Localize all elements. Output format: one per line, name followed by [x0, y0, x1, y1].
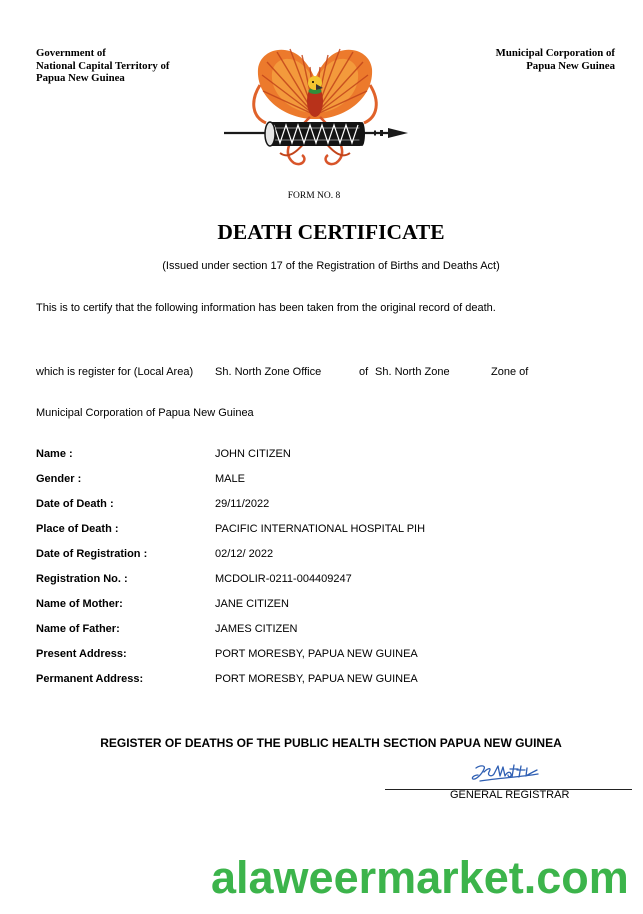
record-fields: [36, 442, 576, 692]
place-of-death-row: [36, 517, 576, 542]
issuer-right-line-1: Municipal Corporation of: [495, 47, 615, 59]
mother-name-value: JANE CITIZEN: [215, 598, 289, 610]
mother-name-row: [36, 592, 576, 617]
name-label: Name :: [36, 448, 73, 460]
date-of-death-row: [36, 492, 576, 517]
issuer-left-line-3: Papua New Guinea: [36, 72, 125, 84]
present-address-value: PORT MORESBY, PAPUA NEW GUINEA: [215, 648, 418, 660]
local-area-of: of: [359, 366, 369, 378]
name-value: JOHN CITIZEN: [215, 448, 291, 460]
present-address-row: [36, 642, 576, 667]
gender-value: MALE: [215, 473, 245, 485]
place-of-death-value: PACIFIC INTERNATIONAL HOSPITAL PIH: [215, 523, 426, 535]
date-of-death-label: Date of Death :: [36, 498, 114, 510]
permanent-address-label: Permanent Address:: [36, 673, 144, 685]
date-of-registration-label: Date of Registration :: [36, 548, 148, 560]
certificate-title: DEATH CERTIFICATE: [217, 220, 445, 244]
issued-under-note: (Issued under section 17 of the Registration of Births and Deaths Act): [162, 260, 500, 272]
png-national-emblem-icon: [222, 45, 408, 167]
local-area-label: which is register for (Local Area): [36, 366, 194, 378]
local-area-zone-of: Zone of: [491, 366, 529, 378]
gender-row: [36, 467, 576, 492]
gender-label: Gender :: [36, 473, 82, 485]
issuer-left-line-1: Government of: [36, 47, 106, 59]
father-name-row: [36, 617, 576, 642]
permanent-address-value: PORT MORESBY, PAPUA NEW GUINEA: [215, 673, 418, 685]
mother-name-label: Name of Mother:: [36, 598, 123, 610]
handwritten-signature-icon: [470, 760, 545, 786]
form-number: FORM NO. 8: [287, 191, 341, 201]
date-of-registration-value: 02/12/ 2022: [215, 548, 274, 560]
bird-of-paradise: [307, 76, 323, 117]
issuer-left-header: [36, 47, 169, 85]
registration-number-row: [36, 567, 576, 592]
name-row: [36, 442, 576, 467]
present-address-label: Present Address:: [36, 648, 127, 660]
date-of-registration-row: [36, 542, 576, 567]
watermark-text: alaweermarket.com: [211, 852, 629, 903]
signatory-title: GENERAL REGISTRAR: [450, 789, 570, 801]
registration-number-value: MCDOLIR-0211-004409247: [215, 573, 352, 585]
place-of-death-label: Place of Death :: [36, 523, 119, 535]
register-of-deaths-heading: REGISTER OF DEATHS OF THE PUBLIC HEALTH SECTION PAPUA NEW GUINEA: [100, 736, 562, 750]
issuer-right-line-2: Papua New Guinea: [526, 59, 615, 72]
father-name-label: Name of Father:: [36, 623, 120, 635]
kundu-drum: [265, 122, 365, 146]
permanent-address-row: [36, 667, 576, 692]
father-name-value: JAMES CITIZEN: [215, 623, 298, 635]
corporation-line: Municipal Corporation of Papua New Guinea: [36, 407, 254, 419]
registration-number-label: Registration No. :: [36, 573, 128, 585]
local-area-zone: Sh. North Zone: [375, 366, 450, 378]
date-of-death-value: 29/11/2022: [215, 498, 270, 510]
local-area-office: Sh. North Zone Office: [215, 366, 322, 378]
certify-statement: This is to certify that the following information has been taken from the original record of death.: [36, 302, 496, 314]
issuer-left-line-2: National Capital Territory of: [36, 59, 170, 72]
issuer-right-header: [496, 47, 615, 72]
